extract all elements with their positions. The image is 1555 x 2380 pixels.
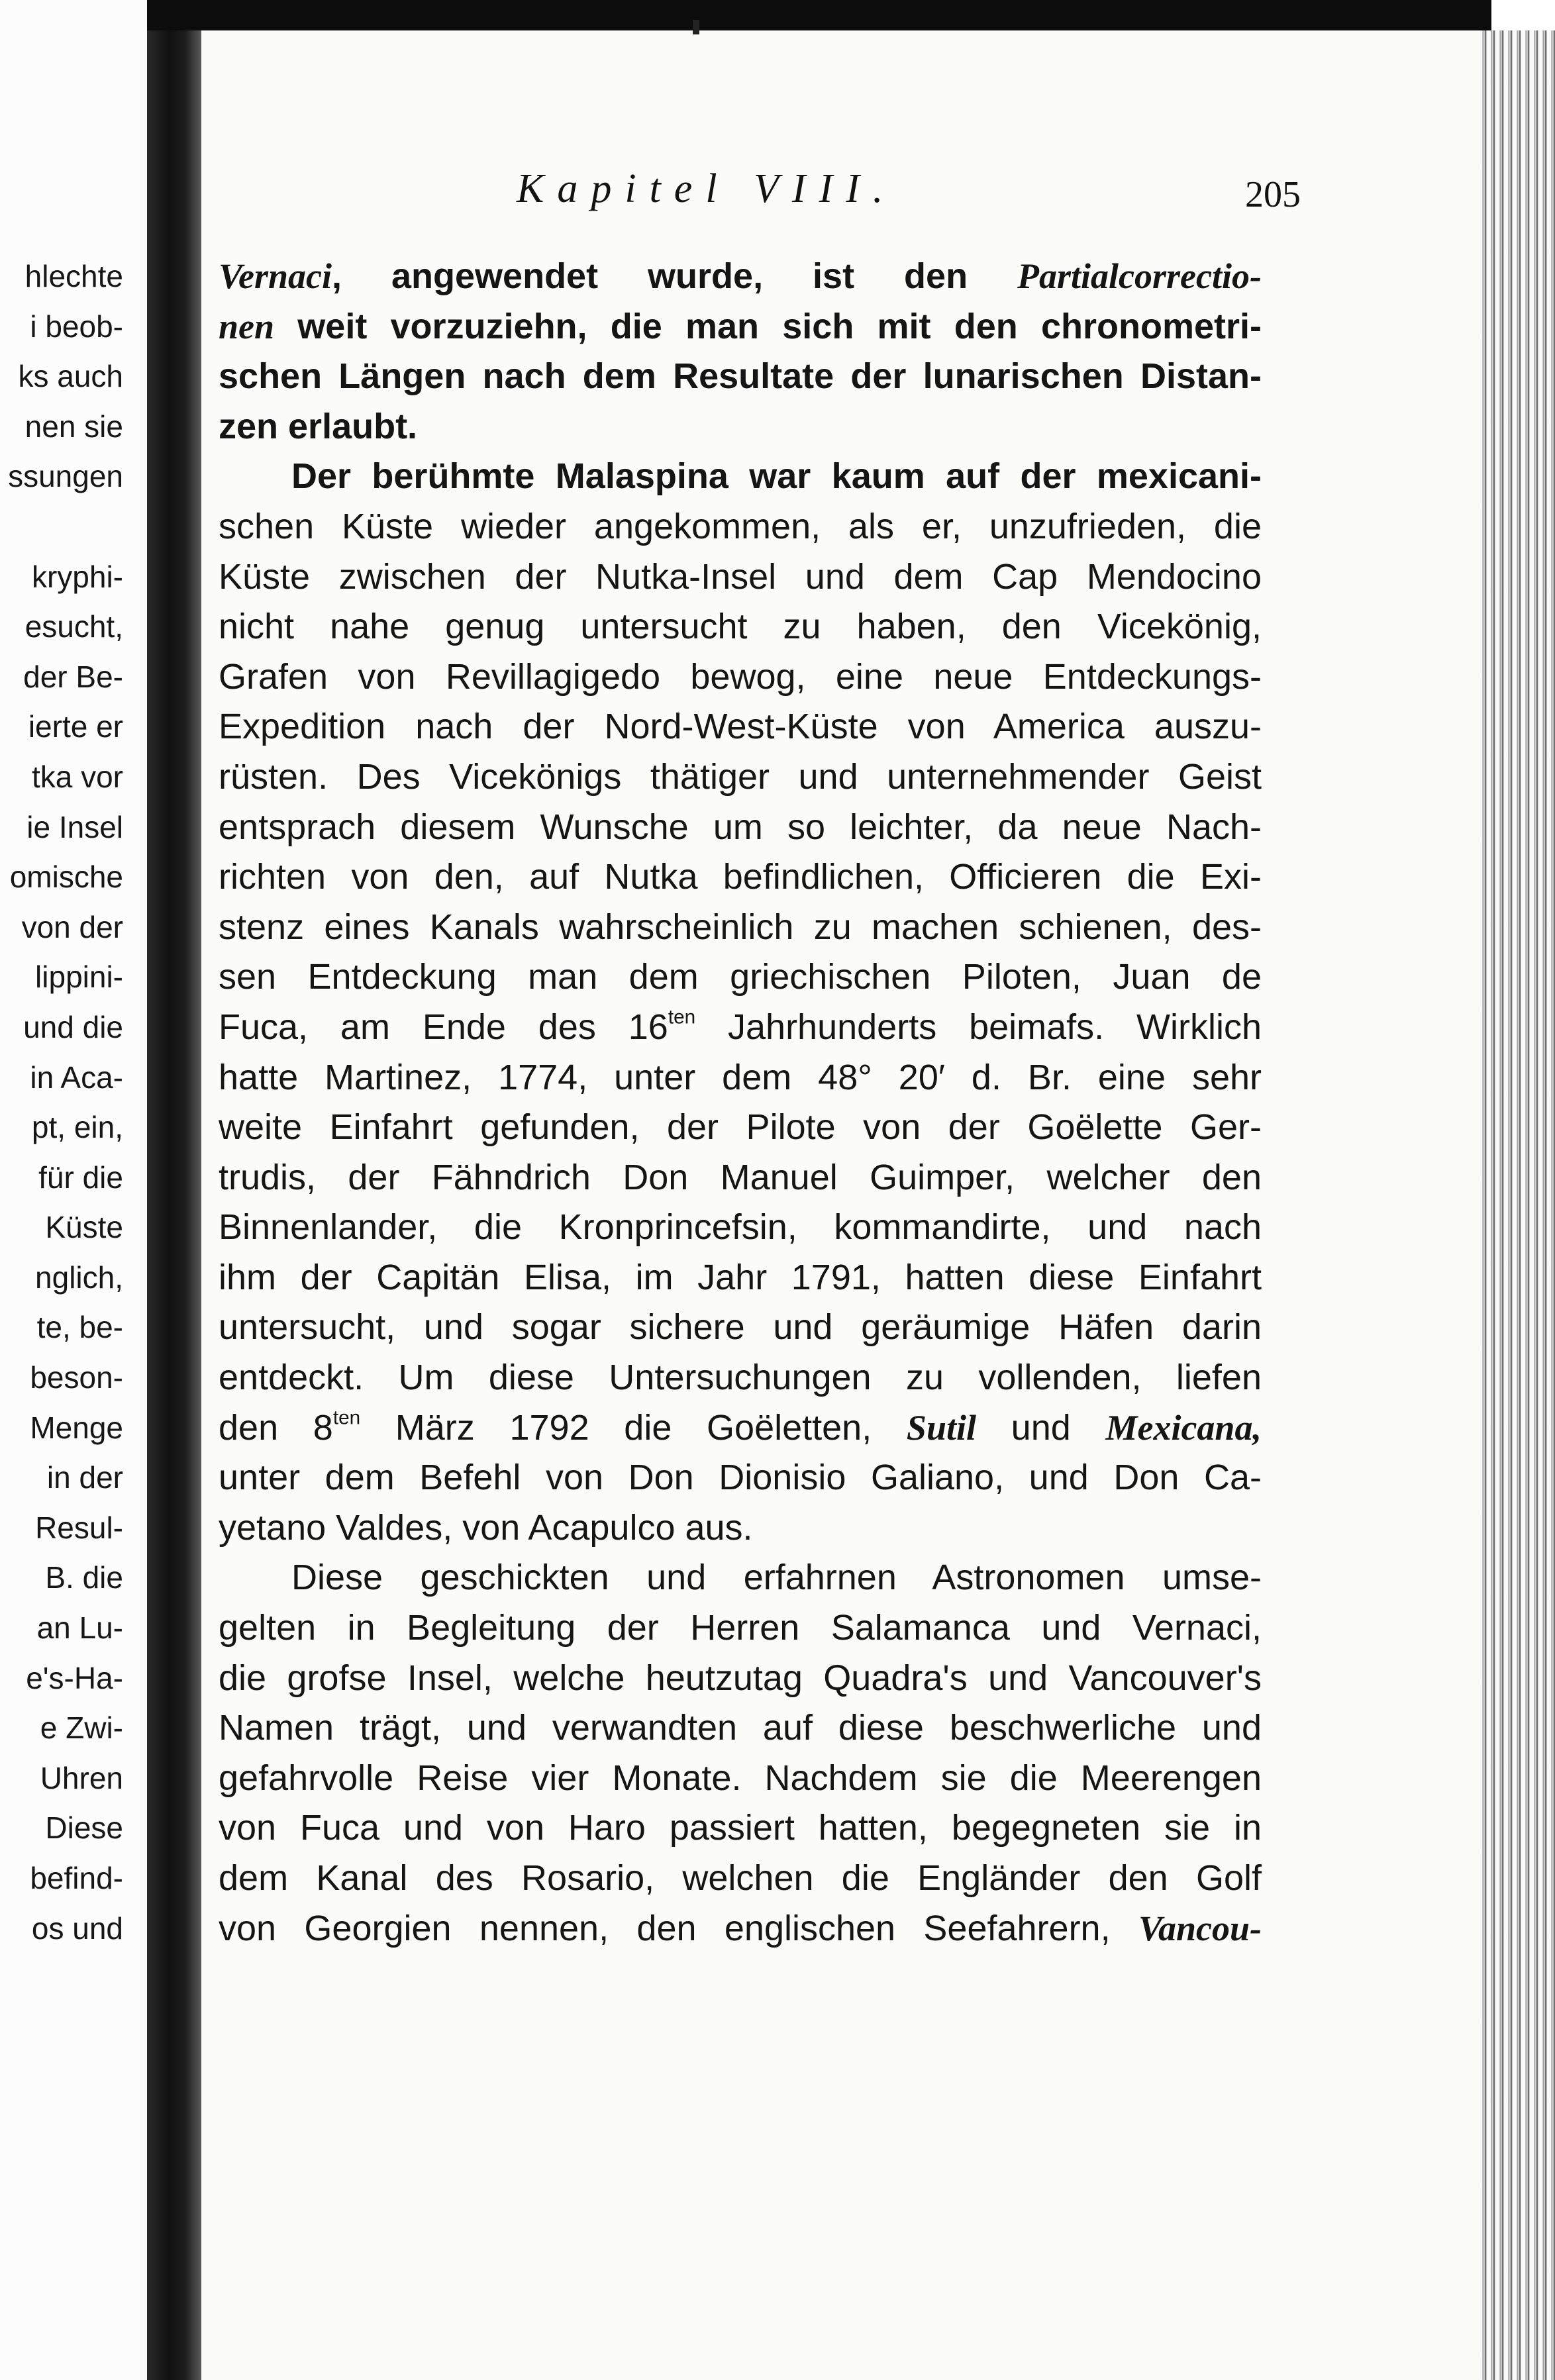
text-line: nen weit vorzuziehn, die man sich mit den chronometri-	[219, 306, 1262, 346]
text-line: von Fuca und von Haro passiert hatten, begegneten sie in	[219, 1808, 1262, 1848]
text-line: zen erlaubt.	[219, 406, 418, 446]
left-line: an Lu-	[36, 1611, 123, 1646]
left-line: ierte er	[28, 709, 123, 744]
left-line: lippini-	[35, 960, 123, 995]
left-line: nen sie	[25, 409, 123, 444]
page-fore-edge	[1478, 30, 1555, 2380]
left-line: Resul-	[35, 1510, 123, 1545]
text-line: gelten in Begleitung der Herren Salamanca und Vernaci,	[219, 1608, 1262, 1648]
left-line: in der	[46, 1460, 123, 1495]
text-line: schen Küste wieder angekommen, als er, unzufrieden, die	[219, 506, 1262, 546]
text-line: unter dem Befehl von Don Dionisio Galiano, und Don Ca-	[219, 1458, 1262, 1498]
left-line: te, be-	[36, 1310, 123, 1345]
text-line: sen Entdeckung man dem griechischen Piloten, Juan de	[219, 957, 1262, 997]
text-line: Binnenlander, die Kronprincefsin, kommandirte, und nach	[219, 1207, 1262, 1248]
text-line: richten von den, auf Nutka befindlichen, Officieren die Exi-	[219, 857, 1262, 897]
italic-term: Vernaci	[219, 256, 332, 296]
left-page-text-fragments	[0, 252, 123, 1954]
text-line: Namen trägt, und verwandten auf diese beschwerliche und	[219, 1708, 1262, 1748]
text-line: nicht nahe genug untersucht zu haben, den Vicekönig,	[219, 607, 1262, 647]
left-line: in Aca-	[30, 1060, 123, 1095]
text-line: Grafen von Revillagigedo bewog, eine neue Entdeckungs-	[219, 656, 1262, 697]
text-line: die grofse Insel, welche heutzutag Quadra's und Vancouver's	[219, 1658, 1262, 1698]
left-line: esucht,	[25, 609, 123, 644]
left-line: Diese	[45, 1810, 123, 1846]
left-line	[0, 502, 123, 552]
text-line: stenz eines Kanals wahrscheinlich zu machen schienen, des-	[219, 907, 1262, 947]
text-line: Küste zwischen der Nutka-Insel und dem Cap Mendocino	[219, 556, 1262, 597]
italic-name: Vancou-	[1138, 1908, 1262, 1948]
left-line: der Be-	[23, 659, 123, 694]
left-line: ssungen	[8, 459, 123, 494]
text-line: Expedition nach der Nord-West-Küste von America auszu-	[219, 707, 1262, 747]
left-line: und die	[23, 1009, 123, 1044]
left-line: ks auch	[18, 359, 123, 394]
left-line: kryphi-	[31, 559, 123, 594]
left-line: Uhren	[40, 1760, 123, 1795]
text-line: schen Längen nach dem Resultate der lunarischen Distan-	[219, 356, 1262, 397]
text-line: trudis, der Fähndrich Don Manuel Guimper, welcher den	[219, 1157, 1262, 1197]
text-line: rüsten. Des Vicekönigs thätiger und unternehmender Geist	[219, 756, 1262, 797]
text-line: hatte Martinez, 1774, unter dem 48° 20′ d. Br. eine sehr	[219, 1057, 1262, 1097]
scan-top-border	[147, 0, 1491, 30]
italic-term: Partialcorrectio-	[1017, 256, 1262, 296]
text-line: ihm der Capitän Elisa, im Jahr 1791, hatten diese Einfahrt	[219, 1257, 1262, 1297]
left-line: von der	[21, 909, 123, 944]
left-line: tka vor	[31, 759, 123, 794]
left-line: Küste	[45, 1210, 123, 1245]
left-line: B. die	[45, 1560, 123, 1595]
text-line: den $8^{ten}$ März 1792 die Goëletten, Sutil und Mexicana,	[219, 1406, 1262, 1448]
text-line: untersucht, und sogar sichere und geräumige Häfen darin	[219, 1307, 1262, 1348]
left-line: hlechte	[25, 259, 123, 293]
ship-name: Mexicana,	[1105, 1407, 1262, 1448]
left-line: beson-	[30, 1360, 123, 1395]
text-line: dem Kanal des Rosario, welchen die Engländer den Golf	[219, 1858, 1262, 1898]
left-line: i beob-	[30, 309, 123, 344]
running-title: Kapitel VIII.	[517, 166, 897, 211]
left-line: e Zwi-	[40, 1711, 123, 1746]
text-line: Vernaci, angewendet wurde, ist den Partialcorrectio-	[219, 256, 1262, 296]
scan-speck	[693, 20, 699, 34]
text-line: yetano Valdes, von Acapulco aus.	[219, 1507, 753, 1548]
left-line: omische	[9, 860, 123, 895]
left-line: e's-Ha-	[26, 1660, 123, 1695]
left-line: ie Insel	[26, 809, 123, 844]
text-line: gefahrvolle Reise vier Monate. Nachdem sie die Meerengen	[219, 1758, 1262, 1798]
left-line: für die	[38, 1160, 123, 1195]
text-line: entdeckt. Um diese Untersuchungen zu vollenden, liefen	[219, 1358, 1262, 1398]
left-line: pt, ein,	[31, 1110, 123, 1145]
main-text	[219, 252, 1262, 1954]
left-line: Menge	[30, 1410, 123, 1445]
text-line: von Georgien nennen, den englischen Seefahrern, Vancou-	[219, 1908, 1262, 1948]
text-line: Der berühmte Malaspina war kaum auf der mexicani-	[291, 456, 1262, 497]
text-line: Fuca, am Ende des $16^{ten}$ Jahrhunderts beimafs. Wirklich	[219, 1006, 1262, 1047]
ship-name: Sutil	[906, 1407, 976, 1448]
text-line: entsprach diesem Wunsche um so leichter, da neue Nach-	[219, 807, 1262, 847]
text-line: weite Einfahrt gefunden, der Pilote von der Goëlette Ger-	[219, 1107, 1262, 1148]
book-gutter	[147, 0, 201, 2380]
text-line: Diese geschickten und erfahrnen Astronomen umse-	[291, 1558, 1262, 1598]
left-line: os und	[31, 1910, 123, 1946]
page-number: 205	[1245, 174, 1301, 215]
italic-term: nen	[219, 306, 275, 346]
left-line: nglich,	[35, 1260, 123, 1295]
left-line: befind-	[30, 1861, 123, 1895]
